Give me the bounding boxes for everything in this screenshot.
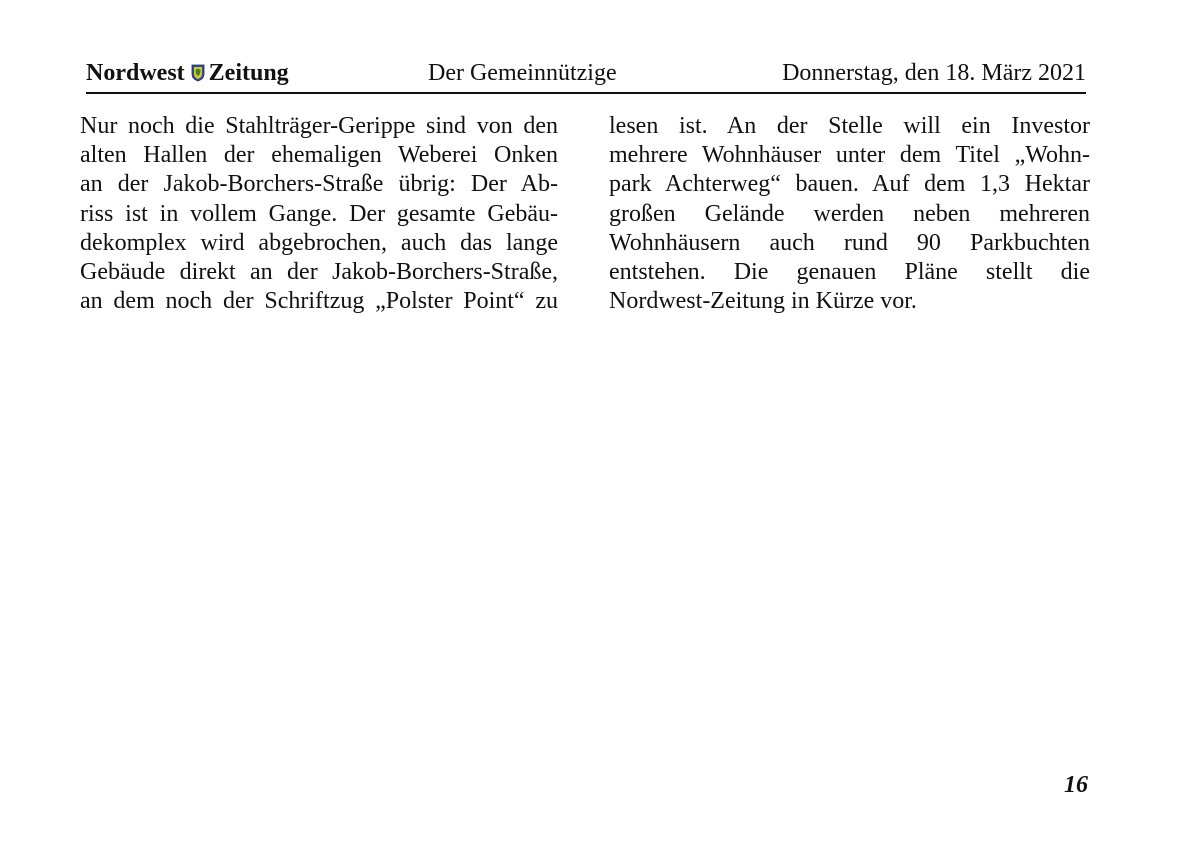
article-line: alten Hallen der ehemaligen Weberei Onken <box>80 142 558 169</box>
article-line: mehrere Wohnhäuser unter dem Titel „Wohn- <box>609 142 1090 169</box>
article-line: entstehen. Die genauen Pläne stellt die <box>609 258 1090 285</box>
article-line: Nur noch die Stahlträger-Gerippe sind von den <box>80 113 558 139</box>
article-line: lesen ist. An der Stelle will ein Investor <box>609 113 1090 139</box>
article-line: Wohnhäusern auch rund 90 Parkbuchten <box>609 229 1090 256</box>
article-line: dekomplex wird abgebrochen, auch das lange <box>80 229 558 256</box>
article-line: park Achterweg“ bauen. Auf dem 1,3 Hektar <box>609 171 1090 198</box>
article-line: riss ist in vollem Gange. Der gesamte Gebäu- <box>80 200 558 227</box>
article-line: großen Gelände werden neben mehreren <box>609 200 1090 227</box>
article-line: Gebäude direkt an der Jakob-Borchers-Straße, <box>80 258 558 285</box>
article-line: an der Jakob-Borchers-Straße übrig: Der Ab- <box>80 171 558 198</box>
issue-date: Donnerstag, den 18. März 2021 <box>782 60 1086 86</box>
section-title: Der Gemeinnützige <box>428 60 617 86</box>
article-column-left <box>80 112 558 316</box>
article-column-right <box>609 112 1090 316</box>
newspaper-masthead <box>86 58 289 88</box>
article-line: Nordwest-Zeitung in Kürze vor. <box>609 288 917 315</box>
masthead-right-word: Zeitung <box>208 60 289 86</box>
coat-of-arms-icon <box>191 64 205 82</box>
article-line: an dem noch der Schriftzug „Polster Point“ zu <box>80 288 558 315</box>
page-header <box>86 56 1086 94</box>
masthead-left-word: Nordwest <box>86 60 185 86</box>
page-number: 16 <box>1064 772 1088 798</box>
